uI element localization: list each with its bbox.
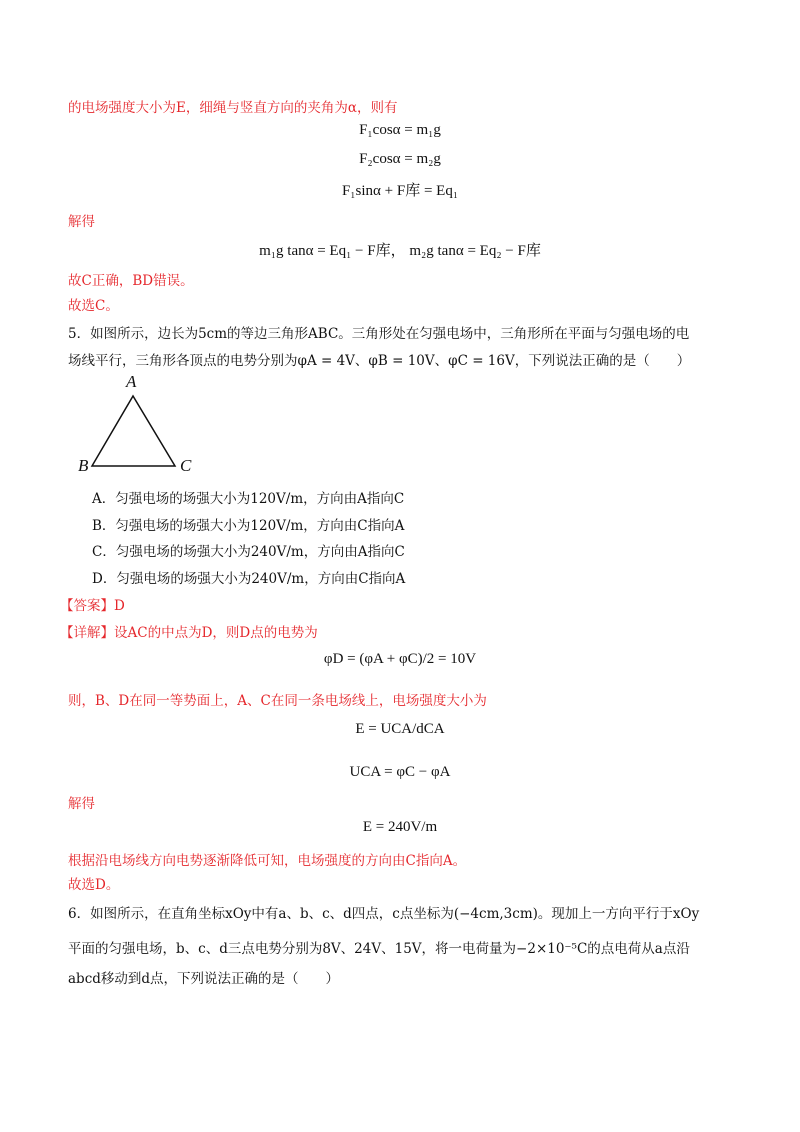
equation-result: E = 240V/m bbox=[362, 819, 438, 835]
detail-text: 则，B、D在同一等势面上，A、C在同一条电场线上，电场强度大小为 bbox=[68, 693, 487, 709]
detail-text: 根据沿电场线方向电势逐渐降低可知，电场强度的方向由C指向A。 bbox=[68, 853, 467, 869]
option-d: D．匀强电场的场强大小为240V/m，方向由C指向A bbox=[92, 571, 406, 587]
equation: m₁g tanα = Eq₁ − F库， m₂g tanα = Eq₂ − F库 bbox=[259, 243, 541, 259]
conclusion-text: 故C正确，BD错误。 bbox=[68, 273, 194, 289]
option-c: C．匀强电场的场强大小为240V/m，方向由A指向C bbox=[92, 544, 405, 560]
detail-tag: 【详解】 bbox=[60, 625, 114, 641]
question-stem: 平面的匀强电场，b、c、d三点电势分别为8V、24V、15V，将一电荷量为−2×10⁻⁵C的点电荷从a点沿 bbox=[68, 941, 690, 957]
equation: F₂cosα = m₂g bbox=[359, 151, 441, 167]
answer-value: D bbox=[114, 598, 125, 614]
detail-text: 设AC的中点为D，则D点的电势为 bbox=[114, 625, 318, 641]
vertex-label-a: A bbox=[126, 372, 137, 391]
solution-text: 的电场强度大小为E，细绳与竖直方向的夹角为α，则有 bbox=[68, 100, 398, 116]
choice-text: 故选C。 bbox=[68, 298, 119, 314]
answer-tag: 【答案】 bbox=[60, 598, 114, 614]
equation: F₁sinα + F库 = Eq₁ bbox=[341, 183, 459, 199]
choice-text: 故选D。 bbox=[68, 877, 120, 893]
solve-label: 解得 bbox=[68, 214, 95, 230]
option-b: B．匀强电场的场强大小为120V/m，方向由C指向A bbox=[92, 518, 405, 534]
equation-u: UCA = φC − φA bbox=[349, 764, 451, 780]
question-stem: abcd移动到d点，下列说法正确的是（ ） bbox=[68, 971, 340, 987]
question-stem: 5．如图所示，边长为5cm的等边三角形ABC。三角形处在匀强电场中，三角形所在平面与匀强电场的电 bbox=[68, 326, 690, 342]
vertex-label-c: C bbox=[180, 456, 192, 475]
triangle-abc bbox=[92, 396, 175, 466]
question-stem: 场线平行，三角形各顶点的电势分别为φA = 4V、φB = 10V、φC = 16V，下列说法正确的是（ ） bbox=[68, 353, 691, 369]
option-a: A．匀强电场的场强大小为120V/m，方向由A指向C bbox=[92, 491, 405, 507]
vertex-label-b: B bbox=[78, 456, 89, 475]
equation-e: E = UCA/dCA bbox=[355, 721, 445, 737]
equation-phi-d: φD = (φA + φC)/2 = 10V bbox=[323, 651, 477, 667]
question-stem: 6．如图所示，在直角坐标xOy中有a、b、c、d四点，c点坐标为(−4cm,3cm)。现加上一方向平行于xOy bbox=[68, 906, 700, 922]
equation: F₁cosα = m₁g bbox=[359, 122, 441, 138]
solve-label: 解得 bbox=[68, 796, 95, 812]
